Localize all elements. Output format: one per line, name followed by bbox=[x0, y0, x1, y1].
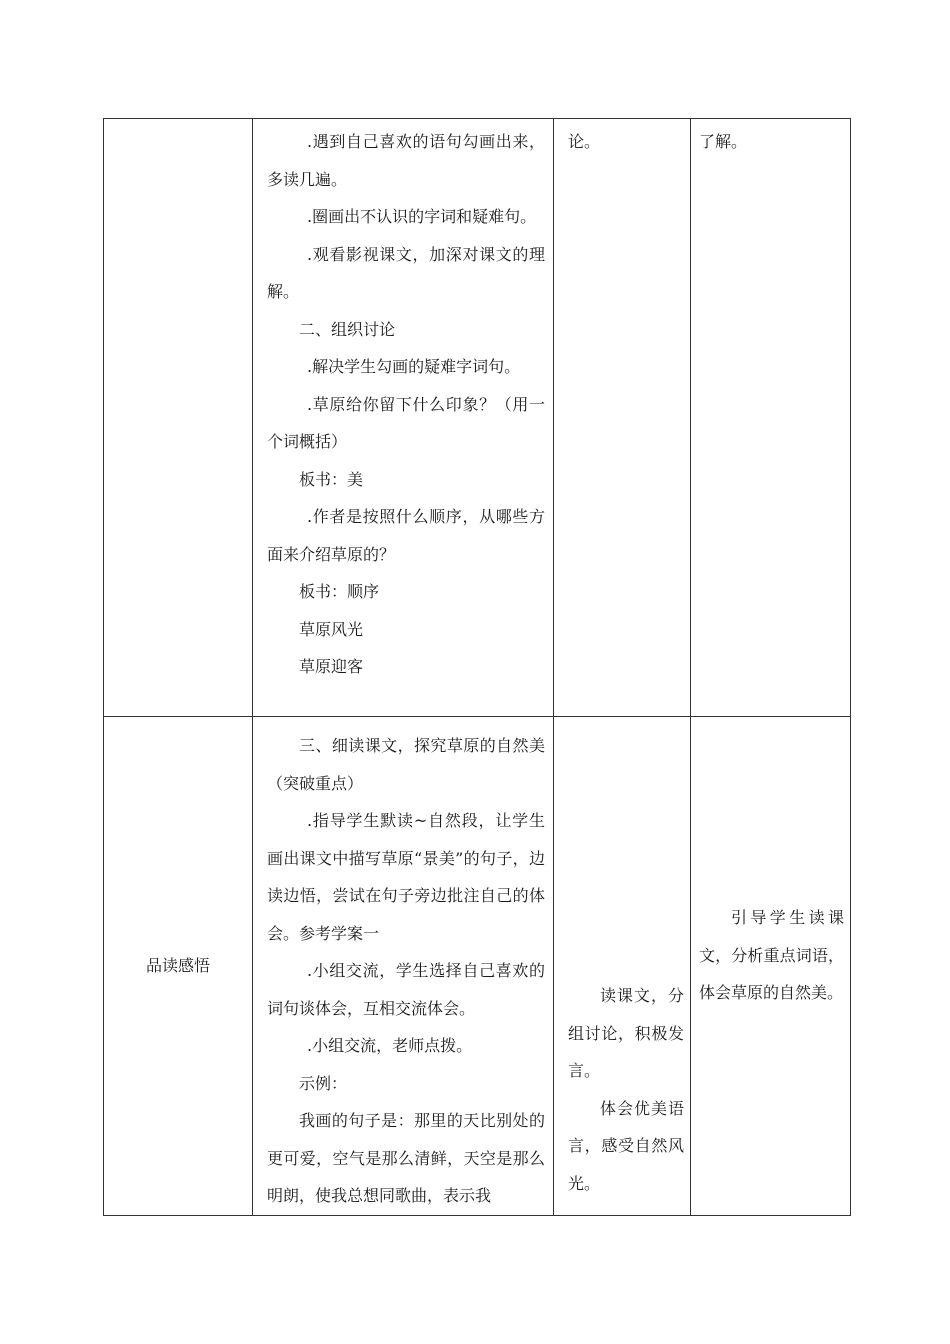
teacher-line: .遇到自己喜欢的语句勾画出来，多读几遍。 bbox=[267, 132, 545, 189]
intent-text: 引导学生读课文，分析重点词语，体会草原的自然美。 bbox=[699, 908, 844, 1002]
teacher-line: .草原给你留下什么印象？（用一个词概括） bbox=[267, 394, 545, 451]
example-label: 示例： bbox=[299, 1073, 348, 1093]
teacher-line: .小组交流，老师点拨。 bbox=[307, 1036, 473, 1055]
design-intent-cell bbox=[691, 717, 851, 1216]
example-text: 我画的句子是：那里的天比别处的更可爱，空气是那么清鲜，天空是那么明朗，使我总想同歌曲，表示我 bbox=[267, 1111, 545, 1205]
blackboard-note: 草原风光 bbox=[299, 619, 364, 639]
stage-label bbox=[104, 119, 252, 123]
teacher-line: .小组交流，学生选择自己喜欢的词句谈体会，互相交流体会。 bbox=[267, 961, 545, 1018]
table-row bbox=[104, 717, 851, 1216]
blackboard-note: 板书：顺序 bbox=[299, 582, 380, 601]
student-activity-cell bbox=[554, 717, 691, 1216]
blackboard-note: 板书：美 bbox=[299, 469, 364, 489]
teacher-activity-cell bbox=[253, 119, 554, 717]
section-heading: 二、组织讨论 bbox=[299, 319, 396, 339]
design-intent-cell bbox=[691, 119, 851, 717]
teacher-line: .解决学生勾画的疑难字词句。 bbox=[307, 357, 521, 376]
stage-label: 品读感悟 bbox=[145, 956, 210, 975]
lesson-plan-table bbox=[103, 118, 851, 1216]
teacher-line: .圈画出不认识的字词和疑难句。 bbox=[307, 207, 537, 226]
blackboard-note: 草原迎客 bbox=[299, 657, 364, 676]
student-text: 体会优美语言，感受自然风光。 bbox=[568, 1098, 684, 1193]
stage-cell bbox=[104, 119, 253, 717]
table-row bbox=[104, 119, 851, 717]
section-heading: 三、细读课文，探究草原的自然美（突破重点） bbox=[267, 736, 545, 793]
student-text: 读课文，分组讨论，积极发言。 bbox=[568, 986, 684, 1080]
teacher-activity-cell bbox=[253, 717, 554, 1216]
teacher-line: .指导学生默读~自然段，让学生画出课文中描写草原“景美”的句子，边读边悟，尝试在句子旁边批注自己的体会。参考学案一 bbox=[267, 811, 545, 943]
intent-text: 了解。 bbox=[699, 132, 748, 151]
student-text: 论。 bbox=[568, 132, 601, 151]
teacher-line: .观看影视课文，加深对课文的理解。 bbox=[267, 244, 545, 301]
teacher-line: .作者是按照什么顺序，从哪些方面来介绍草原的？ bbox=[267, 507, 545, 564]
stage-cell bbox=[104, 717, 253, 1216]
student-activity-cell bbox=[554, 119, 691, 717]
